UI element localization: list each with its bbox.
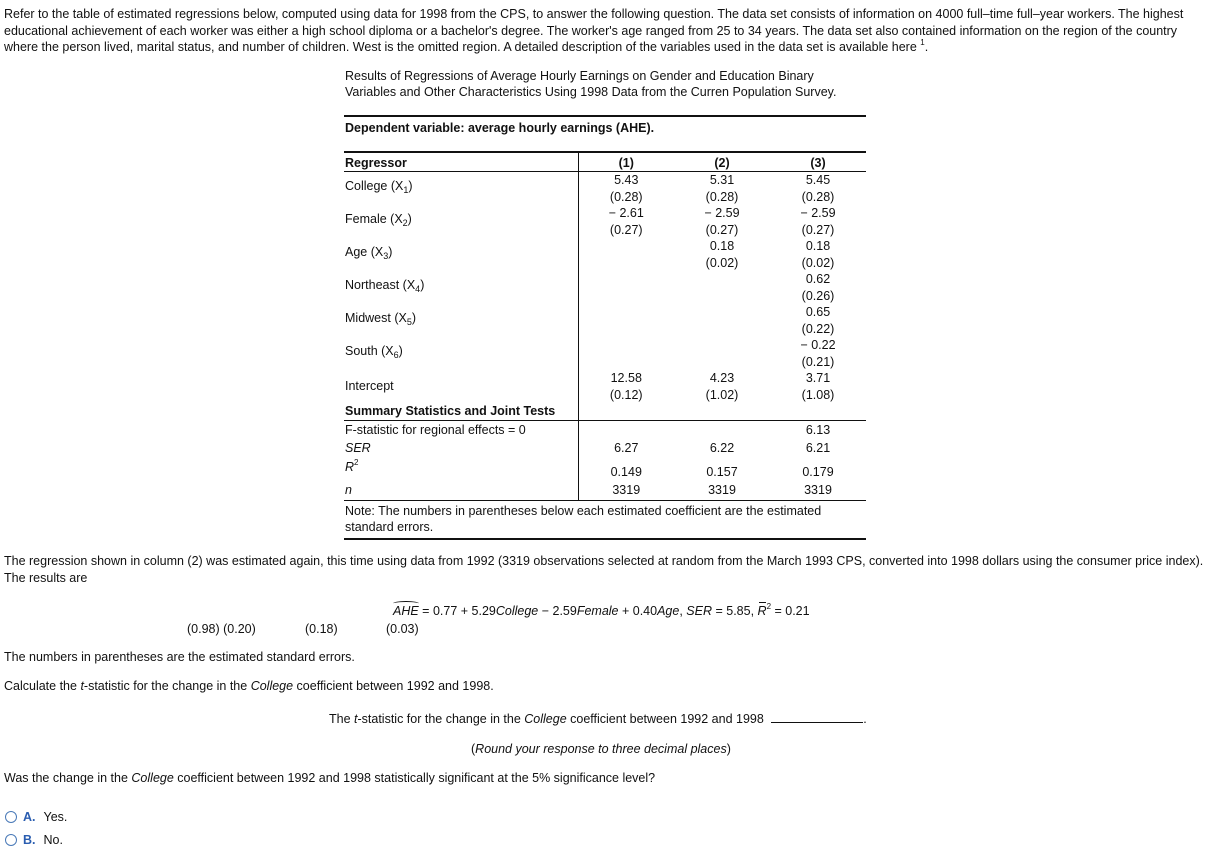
regression-equation: AHE = 0.77 + 5.29College − 2.59Female + 0.40Age, SER = 5.85, $R^2 = 0.21$: [393, 602, 810, 618]
intro-paragraph: Refer to the table of estimated regressions below, computed using data for 1998 from the CPS, to answer the following question. The data set consists of information on 4000 full–time full–year workers. The highest educational achievement of each worker was either a high school diploma or a bachelor's degree. The worker's age ranged from 25 to 34 years. The data set also contained information on the region of the country where the person lived, marital status, and number of children. West is the omitted region. A detailed description of the variables used in the data set is available here $^1$.: [4, 7, 1184, 54]
regressor-label: Age $(X_3)$: [345, 245, 393, 261]
r2-col-3: 0.179: [802, 464, 834, 479]
coef-2: 5.31 (0.28): [705, 173, 739, 204]
header-col-2: (2): [674, 152, 770, 172]
se-values-3: (0.03): [386, 622, 419, 636]
n-col-2: 3319: [708, 483, 736, 497]
coef-2: [674, 304, 770, 337]
n-col-3: 3319: [804, 483, 832, 497]
coef-1: [578, 337, 674, 370]
coef-2: [674, 337, 770, 370]
option-b[interactable]: B. No.: [5, 833, 63, 847]
fstat-label: F-statistic for regional effects = 0: [345, 422, 526, 437]
table-note: Note: The numbers in parentheses below each estimated coefficient are the estimated standard errors.: [344, 500, 866, 539]
coef-1: 5.43 (0.28): [578, 172, 674, 206]
coef-2: 4.23 (1.02): [705, 371, 739, 402]
summary-title: Summary Statistics and Joint Tests: [344, 403, 578, 420]
table-row: [344, 337, 866, 370]
radio-b[interactable]: [5, 834, 17, 846]
coef-2: [674, 271, 770, 304]
se-note: The numbers in parentheses are the estimated standard errors.: [4, 650, 355, 664]
coef-2: 0.18 (0.02): [705, 239, 739, 270]
coef-3: 5.45 (0.28): [801, 173, 835, 204]
coef-1: [578, 271, 674, 304]
dependent-variable: Dependent variable: average hourly earnings (AHE).: [344, 116, 866, 152]
r2-col-2: 0.157: [706, 464, 738, 479]
header-regressor: Regressor: [344, 152, 578, 172]
coef-3: − 0.22 (0.21): [800, 338, 836, 369]
option-a[interactable]: A. Yes.: [5, 810, 67, 824]
table-row: [344, 271, 866, 304]
coef-2: − 2.59 (0.27): [704, 206, 740, 237]
r2-label: $R^2$: [345, 457, 359, 474]
ser-col-3: 6.21: [805, 441, 831, 455]
table-row: [344, 304, 866, 337]
coef-3: 0.18 (0.02): [801, 239, 835, 270]
r2-col-1: 0.149: [578, 458, 674, 482]
question-2: Was the change in the College coefficient between 1992 and 1998 statistically significant at the 5% significance level?: [4, 771, 656, 785]
footnote-link[interactable]: 1: [920, 38, 925, 47]
table-row: [344, 370, 866, 403]
n-label: n: [345, 483, 352, 497]
coef-3: − 2.59 (0.27): [800, 206, 836, 237]
coef-1: − 2.61 (0.27): [578, 205, 674, 238]
header-col-1: (1): [578, 152, 674, 172]
header-col-3: (3): [770, 152, 866, 172]
se-values-1: (0.98) (0.20): [187, 622, 256, 636]
regressor-label: Midwest $(X_5)$: [345, 311, 417, 327]
table-row: [344, 205, 866, 238]
answer-row: The t-statistic for the change in the College coefficient between 1992 and 1998 .: [329, 712, 867, 726]
paragraph-1992: The regression shown in column (2) was estimated again, this time using data from 1992 (3319 observations selected at random from the March 1993 CPS, converted into 1998 dollars using the consumer price index). The results are: [4, 554, 1204, 585]
table-row: [344, 172, 866, 206]
fstat-col-3: 6.13: [805, 422, 831, 437]
n-col-1: 3319: [578, 481, 674, 500]
regressor-label: South $(X_6)$: [345, 344, 403, 360]
table-caption: Results of Regressions of Average Hourly Earnings on Gender and Education Binary Variables and Other Characteristics Using 1998 Data from the Curren Population Survey.: [345, 69, 837, 99]
se-values-2: (0.18): [305, 622, 338, 636]
ser-label: SER: [345, 441, 371, 455]
ahe-hat: AHE: [393, 604, 419, 618]
rounding-hint: (Round your response to three decimal places): [471, 742, 731, 756]
regression-table: [344, 115, 866, 540]
radio-a[interactable]: [5, 811, 17, 823]
regressor-label: Northeast $(X_4)$: [345, 278, 425, 294]
regressor-label: College $(X_1)$: [345, 179, 413, 195]
coef-1: [578, 238, 674, 271]
coef-3: 3.71 (1.08): [801, 371, 835, 402]
coef-1: 12.58 (0.12): [578, 370, 674, 403]
question-1: Calculate the t-statistic for the change in the College coefficient between 1992 and 1998.: [4, 679, 494, 693]
coef-3: 0.65 (0.22): [801, 305, 835, 336]
ser-col-1: 6.27: [578, 439, 674, 458]
table-row: [344, 238, 866, 271]
ser-col-2: 6.22: [709, 441, 735, 455]
t-statistic-input[interactable]: [771, 710, 863, 723]
regressor-label: Intercept: [345, 379, 394, 393]
coef-3: 0.62 (0.26): [801, 272, 835, 303]
regressor-label: Female $(X_2)$: [345, 212, 412, 228]
coef-1: [578, 304, 674, 337]
